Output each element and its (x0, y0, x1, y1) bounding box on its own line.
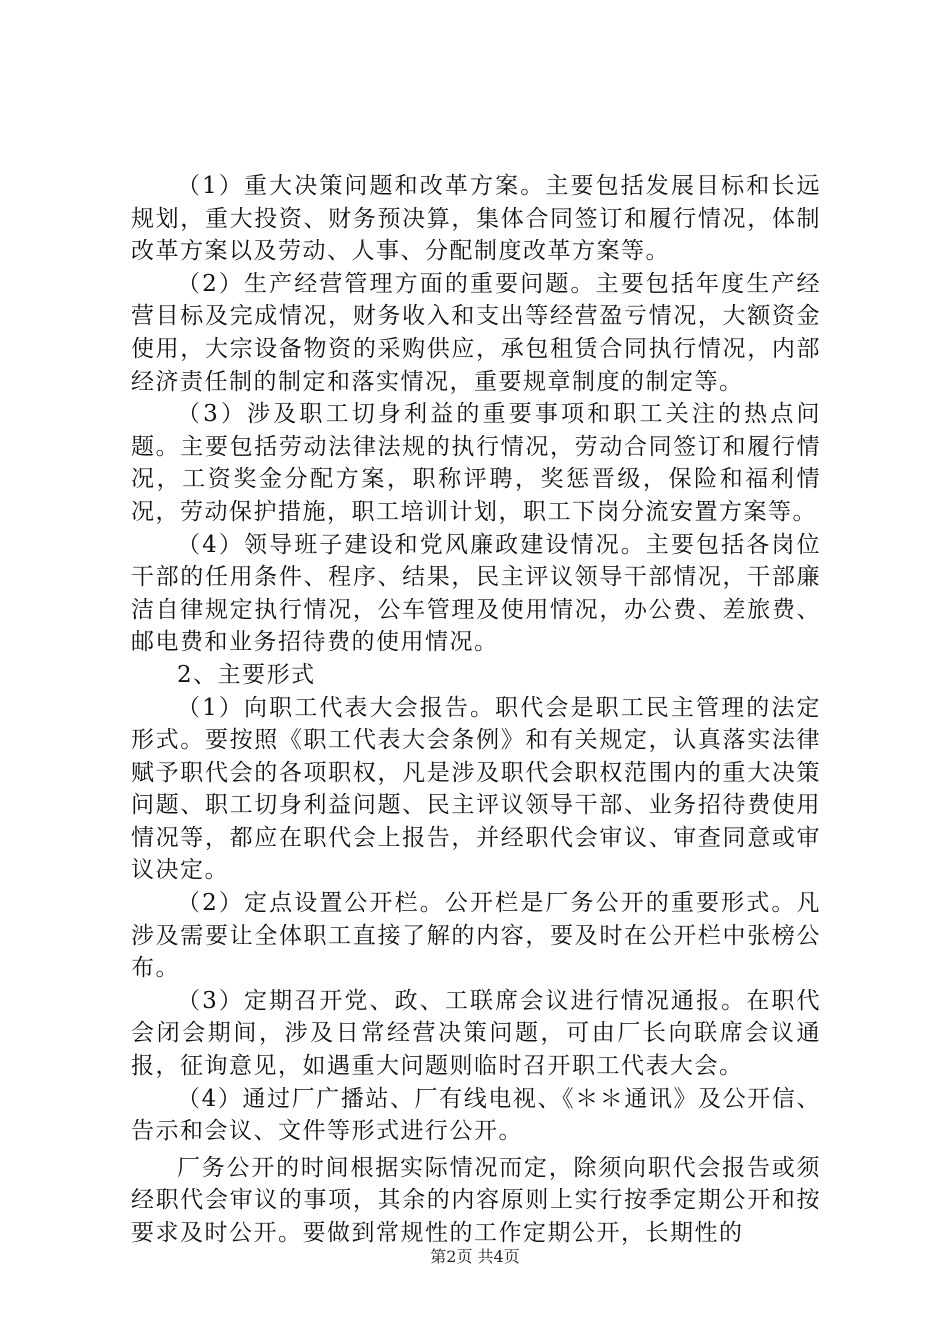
paragraph-6: （2）定点设置公开栏。公开栏是厂务公开的重要形式。凡涉及需要让全体职工直接了解的内容，要及时在公开栏中张榜公布。 (131, 890, 821, 982)
paragraph-1: （1）重大决策问题和改革方案。主要包括发展目标和长远规划，重大投资、财务预决算，集体合同签订和履行情况，体制改革方案以及劳动、人事、分配制度改革方案等。 (131, 173, 821, 265)
document-body (131, 170, 821, 1250)
paragraph-8: （4）通过厂广播站、厂有线电视、《＊＊通讯》及公开信、告示和会议、文件等形式进行公开。 (131, 1085, 821, 1145)
paragraph-7: （3）定期召开党、政、工联席会议进行情况通报。在职代会闭会期间，涉及日常经营决策问题，可由厂长向联席会议通报，征询意见，如遇重大问题则临时召开职工代表大会。 (131, 987, 821, 1080)
paragraph-3: （3）涉及职工切身利益的重要事项和职工关注的热点问题。主要包括劳动法律法规的执行情况，劳动合同签订和履行情况，工资奖金分配方案，职称评聘，奖惩晋级，保险和福利情况，劳动保护措施，职工培训计划，职工下岗分流安置方案等。 (131, 401, 821, 525)
section-heading: 2、主要形式 (177, 661, 316, 688)
paragraph-2: （2）生产经营管理方面的重要问题。主要包括年度生产经营目标及完成情况，财务收入和支出等经营盈亏情况，大额资金使用，大宗设备物资的采购供应，承包租赁合同执行情况，内部经济责任制的制定和落实情况，重要规章制度的制定等。 (131, 270, 821, 395)
paragraph-9: 厂务公开的时间根据实际情况而定，除须向职代会报告或须经职代会审议的事项，其余的内容原则上实行按季定期公开和按要求及时公开。要做到常规性的工作定期公开，长期性的 (131, 1154, 821, 1246)
paragraph-4: （4）领导班子建设和党风廉政建设情况。主要包括各岗位干部的任用条件、程序、结果，民主评议领导干部情况，干部廉洁自律规定执行情况，公车管理及使用情况，办公费、差旅费、邮电费和业务招待费的使用情况。 (131, 531, 821, 656)
page-number: 第2页 共4页 (430, 1247, 520, 1266)
paragraph-5: （1）向职工代表大会报告。职代会是职工民主管理的法定形式。要按照《职工代表大会条例》和有关规定，认真落实法律赋予职代会的各项职权，凡是涉及职代会职权范围内的重大决策问题、职工切身利益问题、民主评议领导干部、业务招待费使用情况等，都应在职代会上报告，并经职代会审议、审查同意或审议决定。 (131, 694, 821, 884)
